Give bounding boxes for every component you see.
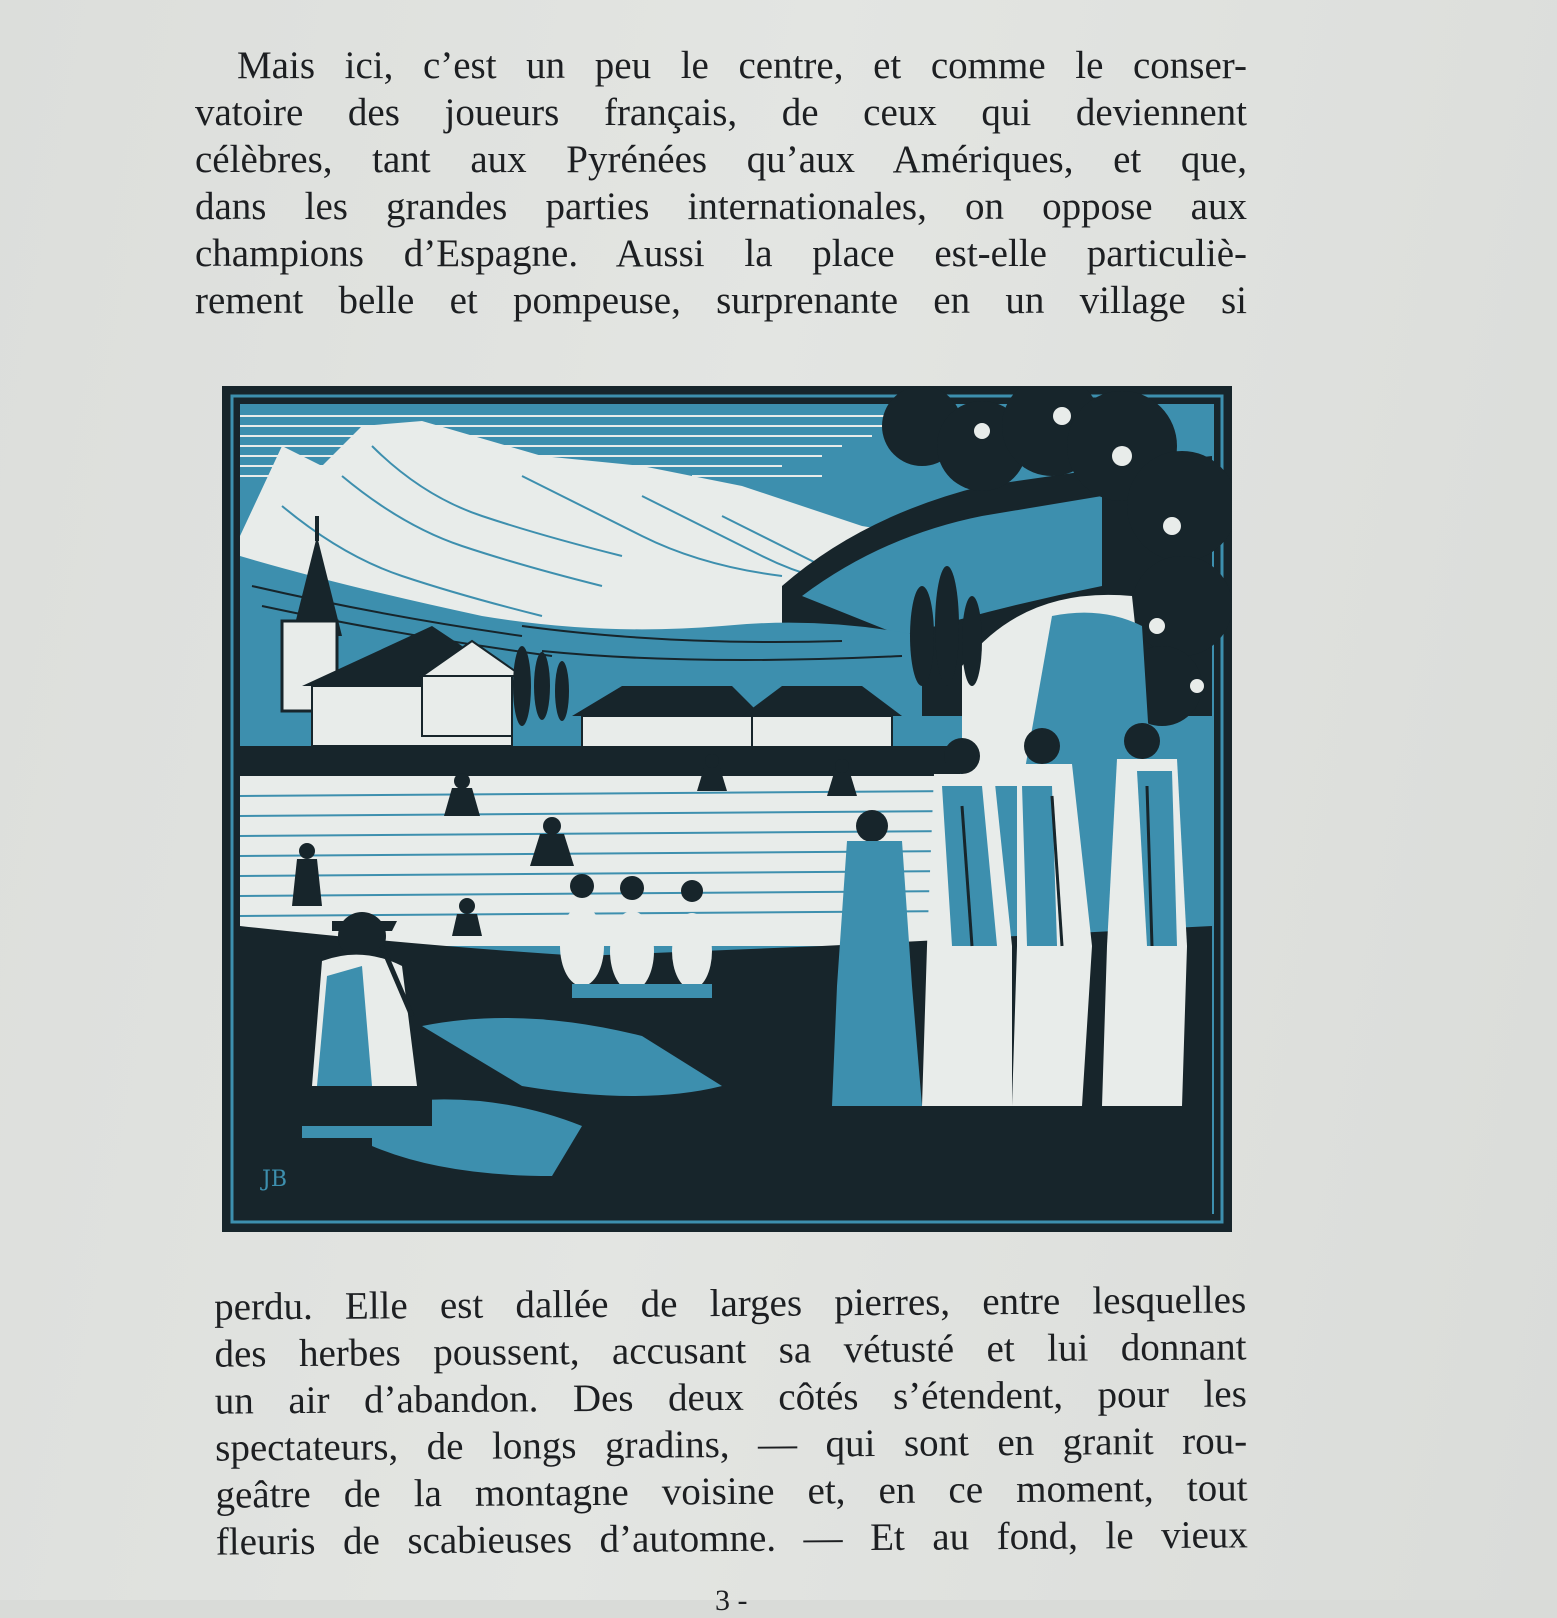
woodcut-svg (222, 386, 1232, 1232)
paragraph-bottom (214, 1276, 1248, 1565)
text-line: célèbres, tant aux Pyrénées qu’aux Amériques, et que, (195, 138, 1247, 181)
text-line: rement belle et pompeuse, surprenante en un village si (195, 279, 1247, 322)
hedge (240, 746, 960, 776)
text-line: spectateurs, de longs gradins, — qui sont en granit rou- (215, 1419, 1248, 1470)
text-line: un air d’abandon. Des deux côtés s’étendent, pour les (214, 1372, 1247, 1423)
text-line: fleuris de scabieuses d’automne. — Et au fond, le vieux (215, 1513, 1248, 1564)
text-line: Mais ici, c’est un peu le centre, et comme le conser- (237, 44, 1247, 87)
text-line: geâtre de la montagne voisine et, en ce moment, tout (215, 1466, 1248, 1517)
paragraph-top (195, 42, 1247, 324)
text-line: des herbes poussent, accusant sa vétusté et lui donnant (214, 1325, 1247, 1376)
artist-monogram: JB (262, 1167, 287, 1192)
seated-spectators (560, 874, 712, 998)
page-number: 3 - (715, 1584, 748, 1617)
text-line: champions d’Espagne. Aussi la place est-elle particuliè- (195, 232, 1247, 275)
text-line: vatoire des joueurs français, de ceux qui deviennent (195, 91, 1247, 134)
text-line: dans les grandes parties internationales, on oppose aux (195, 185, 1247, 228)
woodcut-illustration (222, 386, 1232, 1232)
text-line: perdu. Elle est dallée de larges pierres, entre lesquelles (214, 1278, 1247, 1329)
